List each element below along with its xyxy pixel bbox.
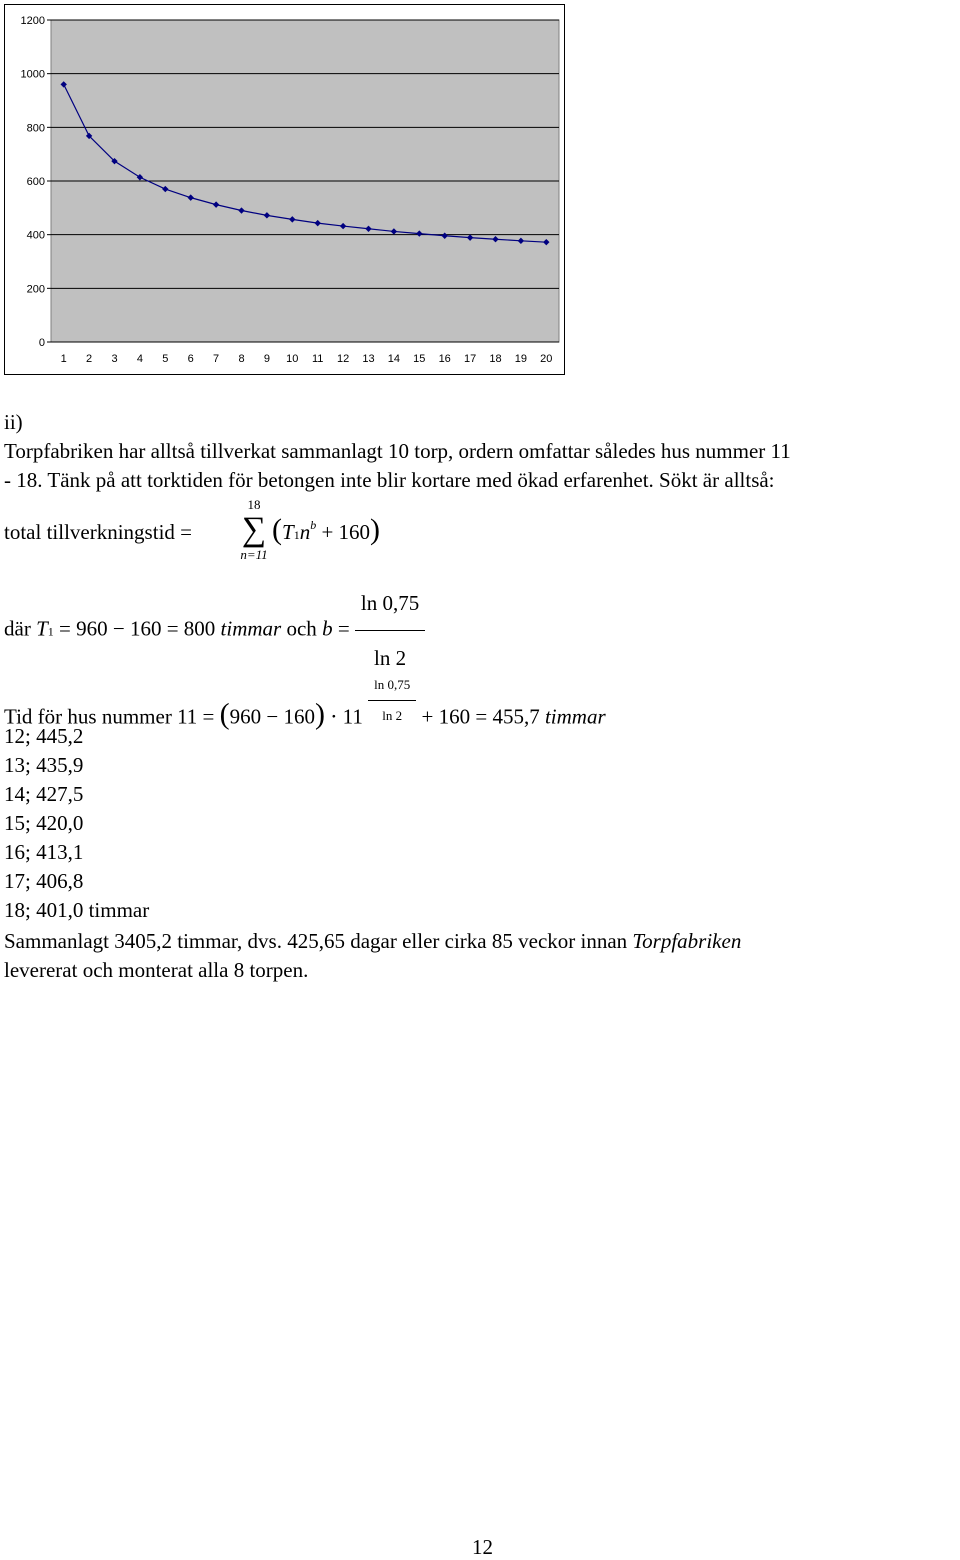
where-unit: timmar — [220, 616, 282, 641]
y-tick-label: 1000 — [20, 68, 45, 81]
y-tick-label: 800 — [26, 122, 45, 135]
hus11-open-paren: ( — [219, 697, 230, 731]
x-tick-label: 3 — [111, 353, 118, 365]
x-tick-label: 18 — [489, 353, 502, 365]
y-tick-label: 600 — [26, 176, 45, 188]
hus11-exp-num: ln 0,75 — [368, 670, 416, 701]
hus11-lhs: Tid för hus nummer 11 = — [4, 704, 215, 729]
x-tick-label: 14 — [387, 353, 401, 365]
b-fraction — [355, 576, 425, 685]
x-tick-label: 9 — [263, 353, 270, 365]
sum-close-paren: ) — [370, 513, 381, 546]
paragraph-line-2: - 18. Tänk på att torktiden för betongen inte blir kortare med ökad erfarenhet. Sökt är alltså: — [4, 468, 775, 492]
result-12: 12; 445,2 — [4, 724, 84, 748]
y-tick-label: 0 — [38, 337, 45, 349]
sigma-block — [236, 497, 272, 563]
x-tick-label: 1 — [60, 353, 67, 365]
x-tick-label: 2 — [86, 353, 93, 365]
time-chart — [4, 4, 565, 375]
sum-lower: n=11 — [240, 547, 268, 562]
x-tick-label: 15 — [413, 353, 426, 365]
y-tick-label: 1200 — [20, 15, 45, 27]
x-tick-label: 4 — [136, 353, 143, 365]
x-tick-label: 5 — [162, 353, 169, 365]
x-tick-label: 13 — [362, 353, 375, 365]
x-tick-label: 17 — [463, 353, 477, 365]
x-tick-label: 10 — [286, 353, 299, 365]
hus11-unit: timmar — [544, 704, 606, 729]
result-16: 16; 413,1 — [4, 840, 84, 864]
summary-italic: Torpfabriken — [632, 929, 742, 953]
x-tick-label: 8 — [238, 353, 245, 365]
result-15: 15; 420,0 — [4, 811, 84, 835]
x-tick-label: 7 — [213, 353, 220, 365]
hus11-dot: ⋅ 11 — [330, 704, 363, 729]
sum-upper: 18 — [247, 497, 261, 512]
summary-line-1 — [4, 927, 741, 956]
paragraph-line-1: Torpfabriken har alltså tillverkat sammanlagt 10 torp, ordern omfattar således hus nummer 11 — [4, 439, 791, 463]
where-T: T — [36, 616, 48, 641]
y-tick-label: 400 — [26, 229, 45, 242]
result-14: 14; 427,5 — [4, 782, 84, 806]
result-13: 13; 435,9 — [4, 753, 84, 777]
x-tick-label: 11 — [311, 353, 324, 365]
where-och: och — [286, 616, 317, 641]
hus11-line — [4, 677, 606, 749]
page-number: 12 — [472, 1535, 493, 1559]
hus11-inner: 960 − 160 — [229, 704, 315, 729]
summary-line-2: levererat och monterat alla 8 torpen. — [4, 958, 309, 982]
result-18: 18; 401,0 timmar — [4, 898, 150, 922]
x-tick-label: 16 — [438, 353, 451, 365]
sum-exp: b — [310, 518, 317, 532]
where-beq: = — [337, 616, 350, 641]
summary-text: Sammanlagt 3405,2 timmar, dvs. 425,65 dagar eller cirka 85 veckor innan — [4, 929, 633, 953]
b-denominator: ln 2 — [374, 646, 407, 670]
sum-T-sub: 1 — [293, 528, 300, 542]
hus11-exponent — [368, 670, 416, 731]
sum-open-paren: ( — [272, 513, 282, 546]
section-label: ii) — [4, 410, 23, 434]
result-17: 17; 406,8 — [4, 869, 84, 893]
sum-plus: + 160 — [321, 520, 371, 544]
sigma-symbol: ∑ — [241, 511, 267, 548]
x-tick-label: 20 — [540, 353, 553, 365]
hus11-exp-den: ln 2 — [382, 708, 403, 723]
where-eq: = 960 − 160 = 800 — [59, 616, 216, 641]
chart-svg — [5, 5, 564, 374]
sum-n: n — [299, 520, 311, 544]
sum-body — [272, 512, 380, 553]
x-tick-label: 6 — [187, 353, 194, 365]
y-tick-label: 200 — [26, 283, 45, 296]
where-line — [4, 576, 425, 685]
where-b: b — [322, 616, 333, 641]
x-tick-label: 12 — [336, 353, 350, 365]
b-numerator: ln 0,75 — [355, 576, 425, 631]
sum-lhs: total tillverkningstid = — [4, 520, 192, 544]
where-label: där — [4, 616, 31, 641]
hus11-rest: + 160 = 455,7 — [421, 704, 540, 729]
x-tick-label: 19 — [514, 353, 528, 365]
hus11-close-paren: ) — [314, 697, 325, 731]
sum-T: T — [282, 520, 294, 544]
where-T-sub: 1 — [47, 624, 54, 639]
